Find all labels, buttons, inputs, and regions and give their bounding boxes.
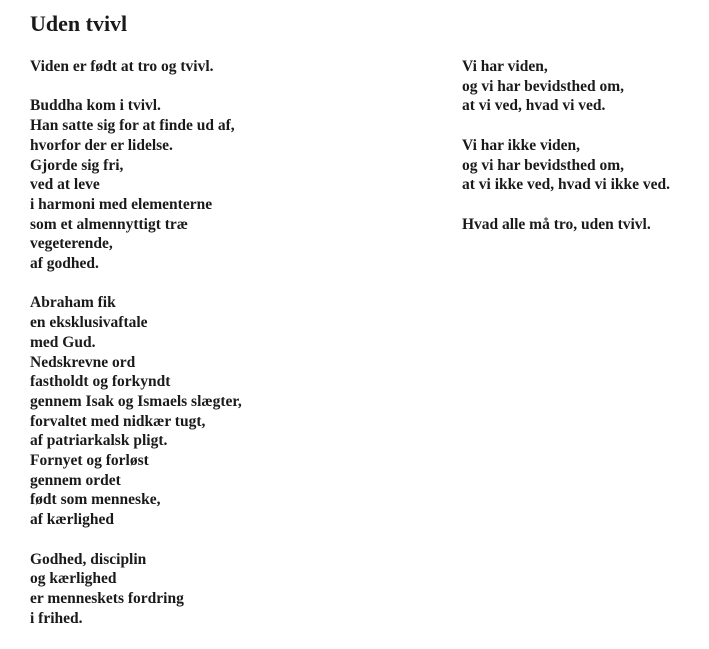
stanza bbox=[462, 57, 670, 116]
poem-line: født som menneske, bbox=[30, 491, 161, 509]
poem-line: og vi har bevidsthed om, bbox=[462, 156, 625, 174]
poem-line: Fornyet og forløst bbox=[30, 452, 149, 470]
poem-line: Vi har viden, bbox=[462, 58, 548, 75]
poem-line: Abraham fik bbox=[30, 294, 116, 312]
poem-line: Godhed, disciplin bbox=[30, 550, 147, 568]
poem-line: i frihed. bbox=[30, 609, 83, 627]
poem-line: vegeterende, bbox=[30, 235, 113, 253]
poem-line: af godhed. bbox=[30, 255, 99, 273]
poem-line: Buddha kom i tvivl. bbox=[30, 97, 161, 115]
poem-line: i harmoni med elementerne bbox=[30, 195, 213, 213]
poem-line: Viden er født at tro og tvivl. bbox=[30, 58, 214, 75]
poem-line: at vi ikke ved, hvad vi ikke ved. bbox=[462, 176, 670, 194]
poem-line: gennem ordet bbox=[30, 471, 121, 489]
stanza bbox=[462, 215, 670, 235]
stanza bbox=[462, 136, 670, 195]
stanza bbox=[30, 57, 242, 77]
poem-line: Vi har ikke viden, bbox=[462, 136, 580, 154]
poem-line: af kærlighed bbox=[30, 511, 114, 529]
poem-line: og vi har bevidsthed om, bbox=[462, 77, 625, 95]
poem-line: Gjorde sig fri, bbox=[30, 156, 124, 174]
stanza bbox=[30, 293, 242, 529]
poem-line: at vi ved, hvad vi ved. bbox=[462, 97, 606, 115]
poem-line: hvorfor der er lidelse. bbox=[30, 136, 173, 154]
poem-line: er menneskets fordring bbox=[30, 589, 184, 607]
poem-line: med Gud. bbox=[30, 333, 96, 351]
poem-line: Han satte sig for at finde ud af, bbox=[30, 117, 235, 135]
stanza bbox=[30, 550, 242, 629]
poem-right-column bbox=[462, 57, 670, 254]
stanza bbox=[30, 96, 242, 273]
poem-line: af patriarkalsk pligt. bbox=[30, 432, 168, 450]
poem-line: fastholdt og forkyndt bbox=[30, 373, 171, 391]
poem-line: Hvad alle må tro, uden tvivl. bbox=[462, 215, 651, 233]
poem-line: gennem Isak og Ismaels slægter, bbox=[30, 392, 242, 410]
poem-line: forvaltet med nidkær tugt, bbox=[30, 412, 206, 430]
poem-line: som et almennyttigt træ bbox=[30, 215, 188, 233]
poem-line: en eksklusivaftale bbox=[30, 314, 148, 332]
poem-line: ved at leve bbox=[30, 176, 100, 194]
poem-line: og kærlighed bbox=[30, 570, 117, 588]
poem-left-column bbox=[30, 57, 242, 648]
poem-title: Uden tvivl bbox=[30, 11, 128, 36]
poem-line: Nedskrevne ord bbox=[30, 353, 136, 371]
